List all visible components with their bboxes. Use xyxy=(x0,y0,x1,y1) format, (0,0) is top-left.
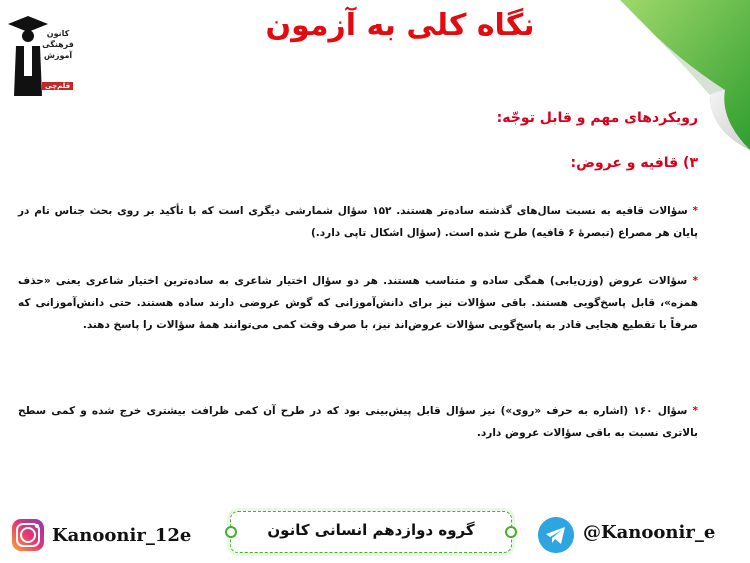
logo-badge: قلم‌چی xyxy=(42,82,73,90)
instagram-handle[interactable]: Kanoonir_12e xyxy=(52,525,192,546)
bullet-item-1: * سؤالات قافیه به نسبت سال‌های گذشته ساده‌تر هستند. ۱۵۲ سؤال شمارشی دیگری است که با تأکید بر روی بحث جناس تام در پایان هر مصراع (تبصرهٔ ۶ قافیه) طرح شده است. (سؤال اشکال تاپی دارد.) xyxy=(18,205,699,239)
bullet-star-icon: * xyxy=(692,275,699,287)
bullet-star-icon: * xyxy=(692,205,699,217)
group-banner xyxy=(230,511,512,553)
banner-text: گروه دوازدهم انسانی کانون xyxy=(267,521,475,539)
subsection-heading: ۳) قافیه و عروض: xyxy=(570,155,698,171)
logo-text: کانون فرهنگی آموزش xyxy=(42,29,74,60)
footer xyxy=(0,505,750,563)
bullet-item-2: * سؤالات عروض (وزن‌یابی) همگی ساده و متناسب هستند. هر دو سؤال اختیار شاعری به ساده‌ترین اختیار شاعری یعنی «حذف همزه»، قابل پاسخ‌گویی هستند. باقی سؤالات نیز برای دانش‌آموزانی که گوش عروضی دارند ساده هستند. حتی دانش‌آموزانی که صرفاً با تقطیع هجایی قادر به پاسخ‌گویی سؤالات عروض‌اند نیز، با صرف وقت کمی می‌توانند همهٔ سؤالات را پاسخ دهند. xyxy=(18,275,699,331)
telegram-icon[interactable] xyxy=(538,517,574,553)
bullet-star-icon: * xyxy=(692,405,698,417)
page-title: نگاه کلی به آزمون xyxy=(265,8,535,43)
page-curl-decoration xyxy=(560,0,750,150)
instagram-icon[interactable] xyxy=(12,519,44,551)
telegram-handle[interactable]: @Kanoonir_e xyxy=(583,522,716,543)
section-heading: رویکردهای مهم و قابل توجّه: xyxy=(496,110,698,126)
bullet-item-3: * سؤال ۱۶۰ (اشاره به حرف «روی») نیز سؤال قابل پیش‌بینی بود که در طرح آن کمی ظرافت بیشتری خرج شده و کمی سطح بالاتری نسبت به باقی سؤالات عروض دارد. xyxy=(18,405,698,439)
